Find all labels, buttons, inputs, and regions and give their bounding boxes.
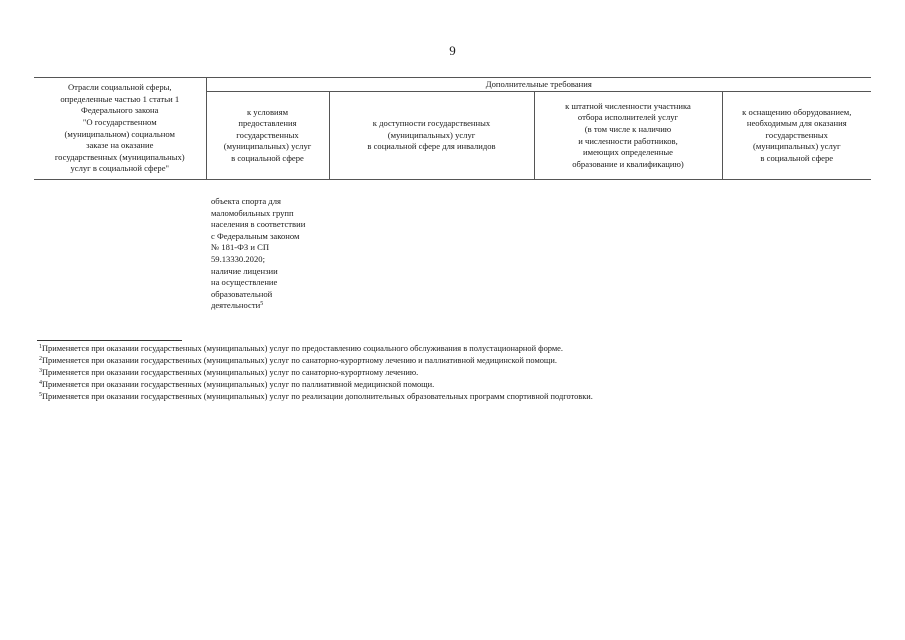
footnote [39,379,879,391]
header-additional-requirements: Дополнительные требования [206,78,871,92]
page-number: 9 [449,43,456,58]
footnote-text: Применяется при оказании государственных (муниципальных) услуг по предоставлению социального обслуживания в полустационарной форме. [42,344,563,353]
footnote-number: 1 [39,344,42,350]
footnote-number: 4 [39,379,42,386]
footnote [39,355,879,367]
header-accessibility [329,92,534,180]
footnote-number: 5 [39,391,42,398]
header-conditions-text: к условиям предоставления государственных (муниципальных) услуг в социальной сфере [223,106,312,163]
header-social-sectors [34,78,206,180]
continuation-text: объекта спорта для маломобильных групп населения в соответствии с Федеральным законом № 181-ФЗ и СП 59.13330.2020; наличие лицензии на осуществление образовательной деятельности [211,196,306,311]
footnote-text: Применяется при оказании государственных (муниципальных) услуг по санаторно-курортному лечению и паллиативной медицинской помощи. [42,355,557,365]
footnote-text: Применяется при оказании государственных (муниципальных) услуг по паллиативной медицинской помощи. [42,379,435,389]
footnote-separator [37,340,182,341]
footnote [39,367,879,379]
footnote-number: 2 [39,355,42,362]
header-equipment [722,92,871,180]
footnote-number: 3 [39,367,42,374]
footnote [39,343,879,355]
footnotes [39,343,879,403]
header-social-sectors-text: Отрасли социальной сферы, определенные частью 1 статьи 1 Федерального закона "О государственном (муниципальном) социальном заказе на оказание государственных (муниципальных) услуг в социальной сфере" [54,82,185,174]
header-staffing [534,92,722,180]
header-equipment-text: к оснащению оборудованием, необходимым для оказания государственных (муниципальных) услуг в социальной сфере [742,106,852,163]
header-conditions [206,92,329,180]
footnote [39,391,879,403]
header-accessibility-text: к доступности государственных (муниципальных) услуг в социальной сфере для инвалидов [367,118,496,152]
continuation-cell [211,196,341,312]
footnote-text: Применяется при оказании государственных (муниципальных) услуг по реализации дополнительных образовательных программ спортивной подготовки. [42,391,593,401]
header-staffing-text: к штатной численности участника отбора исполнителей услуг (в том числе к наличию и численности работников, имеющих определенные образование и квалификацию) [565,100,691,169]
footnote-ref: 5 [260,301,264,308]
footnote-text: Применяется при оказании государственных (муниципальных) услуг по санаторно-курортному лечению. [42,367,419,377]
requirements-table [34,77,871,180]
